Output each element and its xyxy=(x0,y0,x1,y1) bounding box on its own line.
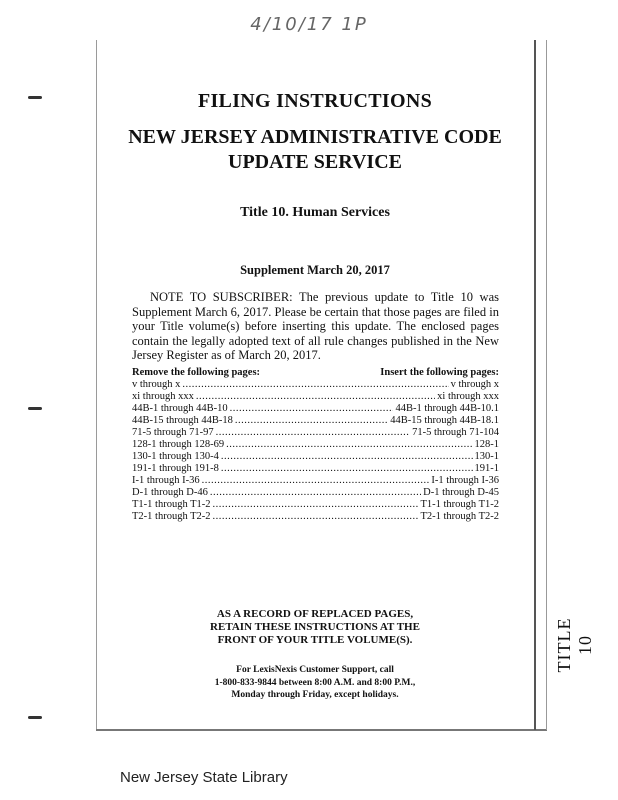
remove-pages: 44B-1 through 44B-10 xyxy=(132,403,228,414)
dot-leader xyxy=(221,463,473,475)
dot-leader xyxy=(210,487,421,499)
margin-punch-mark xyxy=(28,716,42,719)
insert-pages: D-1 through D-45 xyxy=(423,487,499,498)
table-row xyxy=(132,439,499,451)
table-row xyxy=(132,499,499,511)
remove-pages: v through x xyxy=(132,379,181,390)
insert-pages: 128-1 xyxy=(474,439,499,450)
insert-pages: T1-1 through T1-2 xyxy=(420,499,499,510)
insert-pages: 44B-1 through 44B-10.1 xyxy=(395,403,499,414)
insert-pages: 44B-15 through 44B-18.1 xyxy=(390,415,499,426)
remove-pages: 128-1 through 128-69 xyxy=(132,439,225,450)
table-row xyxy=(132,487,499,499)
dot-leader xyxy=(216,427,410,439)
library-stamp: New Jersey State Library xyxy=(120,769,288,786)
page-replacement-table xyxy=(132,367,499,523)
dot-leader xyxy=(235,415,388,427)
remove-pages: I-1 through I-36 xyxy=(132,475,200,486)
retain-line-1: AS A RECORD OF REPLACED PAGES, xyxy=(216,608,414,620)
remove-pages: xi through xxx xyxy=(132,391,194,402)
dot-leader xyxy=(221,451,473,463)
table-row xyxy=(132,379,499,391)
support-line-3: Monday through Friday, except holidays. xyxy=(231,690,399,700)
dot-leader xyxy=(196,391,435,403)
subscriber-note: NOTE TO SUBSCRIBER: The previous update to Title 10 was Supplement March 6, 2017. Please be certain that those pages are filed in your Title volume(s) before inserting this update. The enclosed pages contain the legally adopted text of all rule changes published in the New Jersey Register as of March 20, 2017. xyxy=(132,290,499,362)
remove-pages: 130-1 through 130-4 xyxy=(132,451,219,462)
support-line-1: For LexisNexis Customer Support, call xyxy=(236,665,394,675)
insert-pages: T2-1 through T2-2 xyxy=(420,511,499,522)
page-frame-right-edge xyxy=(546,40,547,730)
table-row xyxy=(132,475,499,487)
insert-pages: 191-1 xyxy=(474,463,499,474)
page-frame-bottom-edge xyxy=(96,729,547,731)
code-title xyxy=(96,125,534,175)
remove-pages: T1-1 through T1-2 xyxy=(132,499,211,510)
table-header xyxy=(132,367,499,379)
page-title: FILING INSTRUCTIONS xyxy=(197,90,433,112)
remove-pages: 71-5 through 71-97 xyxy=(132,427,214,438)
support-line-2: 1-800-833-9844 between 8:00 A.M. and 8:00 P.M., xyxy=(214,677,416,688)
margin-punch-mark xyxy=(28,96,42,99)
dot-leader xyxy=(213,499,419,511)
insert-column-header: Insert the following pages: xyxy=(380,367,499,378)
dot-leader xyxy=(182,379,448,391)
table-row xyxy=(132,463,499,475)
insert-pages: xi through xxx xyxy=(437,391,499,402)
table-row xyxy=(132,403,499,415)
dot-leader xyxy=(213,511,419,523)
insert-pages: I-1 through I-36 xyxy=(431,475,499,486)
remove-column-header: Remove the following pages: xyxy=(132,367,261,378)
insert-pages: v through x xyxy=(450,379,499,390)
table-row xyxy=(132,427,499,439)
customer-support-info xyxy=(96,664,534,702)
title-subtitle: Title 10. Human Services xyxy=(240,205,390,220)
supplement-date: Supplement March 20, 2017 xyxy=(240,263,390,277)
remove-pages: 44B-15 through 44B-18 xyxy=(132,415,233,426)
retain-instructions-notice xyxy=(96,608,534,647)
table-row xyxy=(132,511,499,523)
retain-line-2: RETAIN THESE INSTRUCTIONS AT THE xyxy=(210,621,420,633)
remove-pages: D-1 through D-46 xyxy=(132,487,208,498)
code-title-line-1: NEW JERSEY ADMINISTRATIVE CODE xyxy=(128,126,502,148)
remove-pages: 191-1 through 191-8 xyxy=(132,463,219,474)
insert-pages: 130-1 xyxy=(474,451,499,462)
retain-line-3: FRONT OF YOUR TITLE VOLUME(S). xyxy=(217,634,413,646)
side-tab-label: TITLE 10 xyxy=(554,617,595,673)
dot-leader xyxy=(230,403,394,415)
code-title-line-2: UPDATE SERVICE xyxy=(228,151,402,173)
insert-pages: 71-5 through 71-104 xyxy=(412,427,499,438)
table-row xyxy=(132,451,499,463)
dot-leader xyxy=(226,439,472,451)
page-frame-tab-divider xyxy=(534,40,536,730)
table-row xyxy=(132,415,499,427)
handwritten-date-note: 4/10/17 1P xyxy=(250,14,368,35)
table-row xyxy=(132,391,499,403)
remove-pages: T2-1 through T2-2 xyxy=(132,511,211,522)
margin-punch-mark xyxy=(28,407,42,410)
dot-leader xyxy=(202,475,430,487)
